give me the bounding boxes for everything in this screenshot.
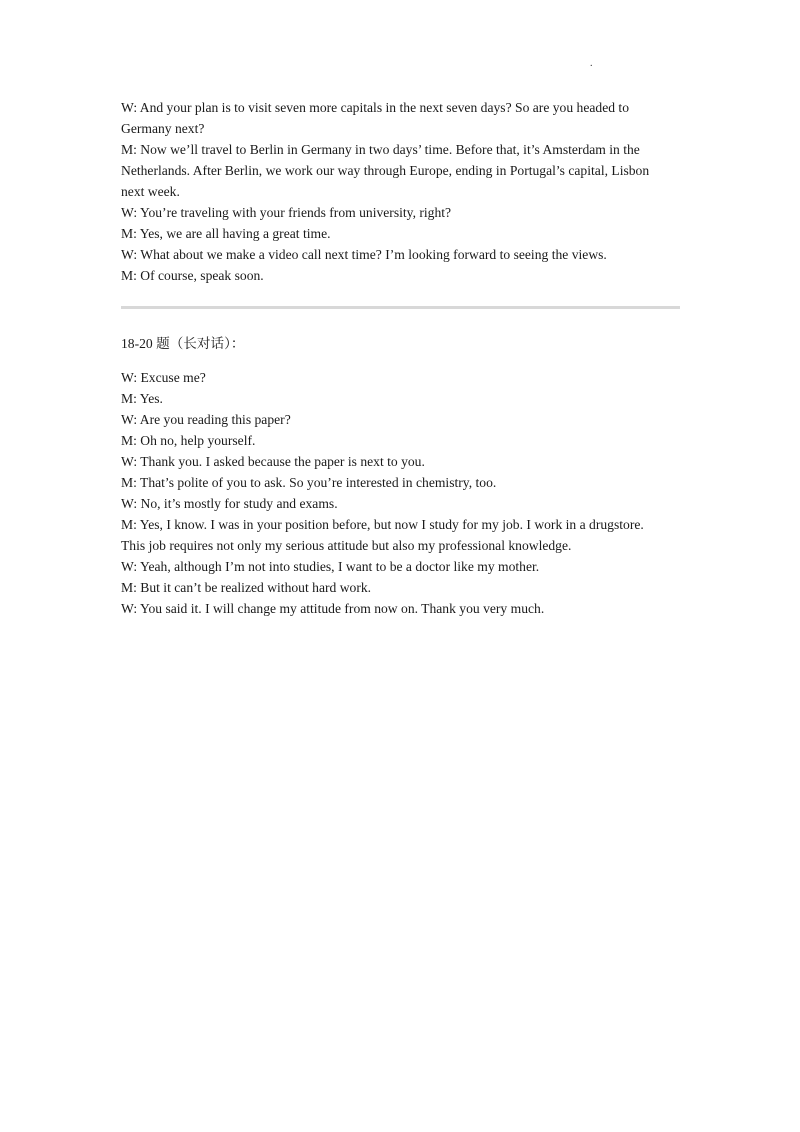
- dialogue-line: W: Excuse me?: [121, 370, 206, 385]
- dialogue-section-1: [121, 97, 686, 286]
- dialogue-line: W: No, it’s mostly for study and exams.: [121, 496, 338, 511]
- section-divider: [121, 306, 680, 309]
- dialogue-line: M: Yes, we are all having a great time.: [121, 226, 331, 241]
- dialogue-line: This job requires not only my serious attitude but also my professional knowledge.: [121, 538, 572, 553]
- dialogue-line: M: Yes, I know. I was in your position before, but now I study for my job. I work in a drugstore.: [121, 517, 644, 532]
- dialogue-line: M: Oh no, help yourself.: [121, 433, 256, 448]
- dialogue-line: W: You said it. I will change my attitude from now on. Thank you very much.: [121, 601, 545, 616]
- dialogue-line: next week.: [121, 184, 180, 199]
- dialogue-section-2: [121, 367, 686, 619]
- dialogue-line: M: Yes.: [121, 391, 163, 406]
- dialogue-line: M: But it can’t be realized without hard work.: [121, 580, 372, 595]
- dialogue-line: M: Of course, speak soon.: [121, 268, 264, 283]
- section-heading: 18-20 题（长对话）：: [121, 336, 245, 351]
- dialogue-line: M: That’s polite of you to ask. So you’re interested in chemistry, too.: [121, 475, 497, 490]
- dialogue-line: M: Now we’ll travel to Berlin in Germany in two days’ time. Before that, it’s Amsterdam in the: [121, 142, 640, 157]
- dialogue-line: Germany next?: [121, 121, 205, 136]
- dialogue-line: W: Yeah, although I’m not into studies, I want to be a doctor like my mother.: [121, 559, 540, 574]
- dialogue-line: W: Thank you. I asked because the paper is next to you.: [121, 454, 425, 469]
- dialogue-line: Netherlands. After Berlin, we work our way through Europe, ending in Portugal’s capital, Lisbon: [121, 163, 650, 178]
- dialogue-line: W: What about we make a video call next time? I’m looking forward to seeing the views.: [121, 247, 607, 262]
- dialogue-line: W: And your plan is to visit seven more capitals in the next seven days? So are you headed to: [121, 100, 630, 115]
- dialogue-line: W: Are you reading this paper?: [121, 412, 291, 427]
- corner-mark: .: [590, 58, 593, 69]
- dialogue-line: W: You’re traveling with your friends from university, right?: [121, 205, 452, 220]
